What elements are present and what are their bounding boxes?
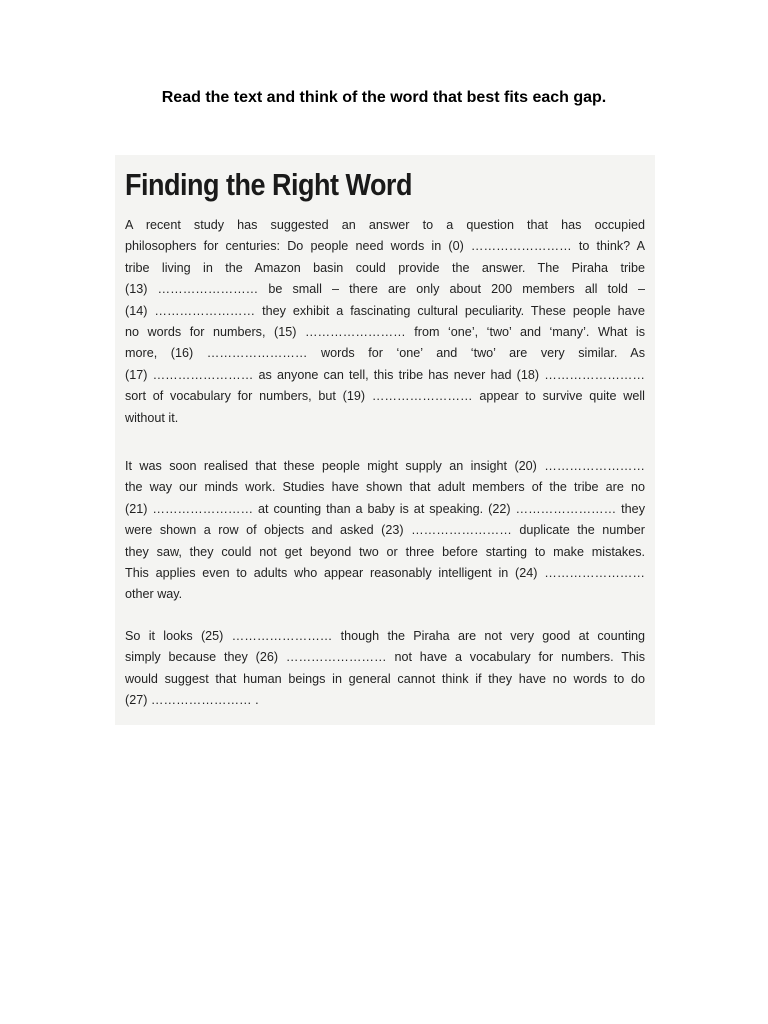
instruction-heading: Read the text and think of the word that best fits each gap.: [161, 89, 607, 106]
text-line: no words for numbers, (15) …………………… from ‘one’, ‘two’ and ‘many’. What is: [125, 324, 645, 339]
text-line: A recent study has suggested an answer to a question that has occupied: [125, 218, 645, 232]
text-line: (27) …………………… .: [125, 693, 259, 708]
scanned-exercise: [115, 155, 655, 725]
text-line: (17) …………………… as anyone can tell, this tribe has never had (18) ……………………: [125, 367, 645, 382]
document-title: Finding the Right Word: [125, 168, 412, 202]
paragraph-3: [125, 626, 645, 712]
paragraph-1: [125, 215, 645, 429]
text-line: were shown a row of objects and asked (23) …………………… duplicate the number: [125, 523, 645, 538]
text-line: So it looks (25) …………………… though the Piraha are not very good at counting: [125, 629, 645, 643]
text-line: would suggest that human beings in general cannot think if they have no words to do: [125, 671, 645, 686]
text-line: (21) …………………… at counting than a baby is at speaking. (22) …………………… they: [125, 501, 645, 516]
text-line: philosophers for centuries: Do people need words in (0) …………………… to think? A: [125, 239, 645, 254]
text-line: more, (16) …………………… words for ‘one’ and ‘two’ are very similar. As: [125, 346, 645, 361]
text-line: the way our minds work. Studies have shown that adult members of the tribe are no: [125, 480, 645, 495]
text-line: This applies even to adults who appear reasonably intelligent in (24) ……………………: [125, 565, 645, 580]
text-line: sort of vocabulary for numbers, but (19) …………………… appear to survive quite well: [125, 389, 645, 404]
text-line: without it.: [125, 410, 179, 425]
text-line: other way.: [125, 587, 183, 602]
text-line: simply because they (26) …………………… not have a vocabulary for numbers. This: [125, 650, 645, 665]
text-line: (13) …………………… be small – there are only about 200 members all told –: [125, 282, 645, 297]
text-line: tribe living in the Amazon basin could provide the answer. The Piraha tribe: [125, 260, 645, 275]
text-line: (14) …………………… they exhibit a fascinating cultural peculiarity. These people have: [125, 303, 645, 318]
text-line: It was soon realised that these people might supply an insight (20) ……………………: [125, 459, 645, 473]
paragraph-2: [125, 456, 645, 606]
text-line: they saw, they could not get beyond two or three before starting to make mistakes.: [125, 544, 645, 559]
